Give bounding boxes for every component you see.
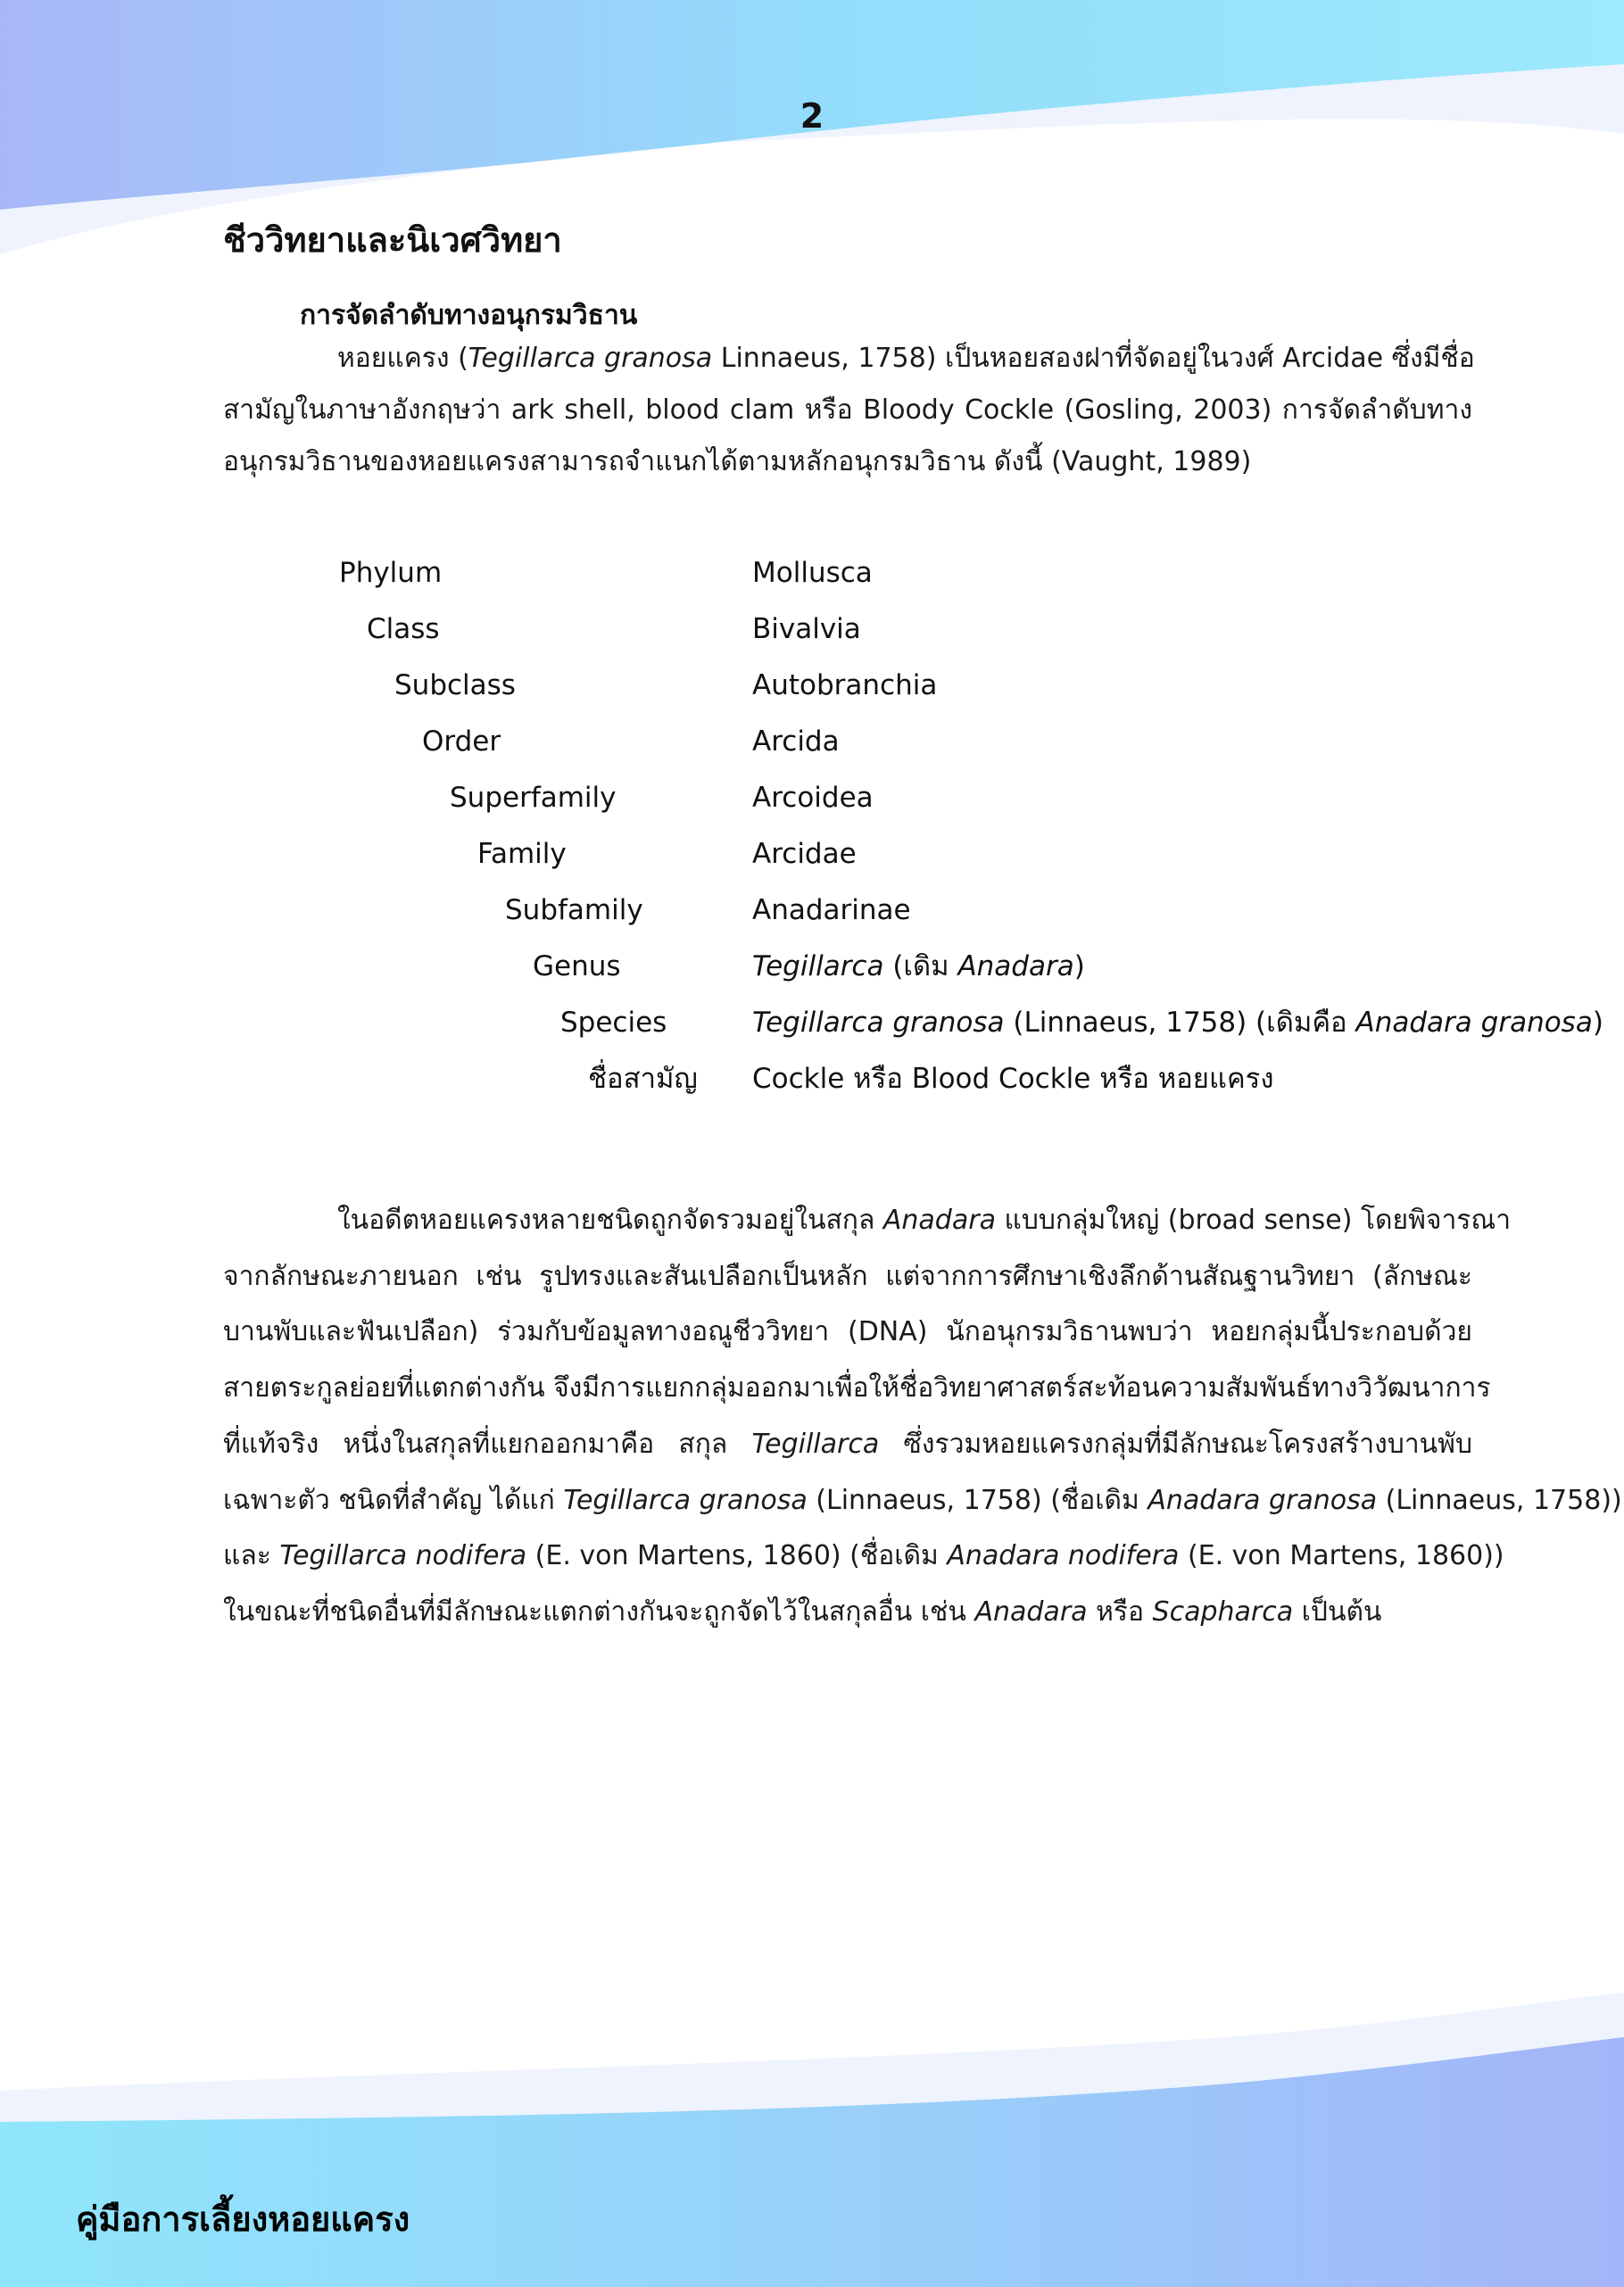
taxonomy-rank: Phylum (339, 557, 443, 589)
taxonomy-value (752, 1003, 1603, 1042)
taxonomy-value (752, 947, 1085, 986)
taxonomy-rank: Species (560, 1007, 667, 1039)
taxonomy-value (752, 609, 861, 649)
taxonomy-rank: Subfamily (505, 894, 643, 926)
paragraph-line (337, 1203, 1512, 1239)
text-run: สายตระกูลย่อยที่แตกต่างกัน จึงมีการแยกกลุ่มออกมาเพื่อให้ชื่อวิทยาศาสตร์สะท้อนความสัมพันธ์ทางวิวัฒนาการ (223, 1372, 1491, 1405)
taxonomy-row (0, 891, 1624, 930)
scientific-name: Tegillarca (752, 950, 884, 982)
text-run: ในขณะที่ชนิดอื่นที่มีลักษณะแตกต่างกันจะถูกจัดไว้ในสกุลอื่น เช่น (223, 1595, 975, 1628)
text-run: (Linnaeus, 1758) (เดิมคือ (1004, 1007, 1356, 1039)
scientific-name: Scapharca (1152, 1595, 1294, 1628)
scientific-name: Tegillarca granosa (468, 343, 713, 374)
text-run: Arcoidea (752, 782, 874, 814)
text-run: สามัญในภาษาอังกฤษว่า ark shell, blood clam หรือ Bloody Cockle (Gosling, 2003) การจัดลำดับทาง (223, 394, 1472, 426)
taxonomy-row (0, 666, 1624, 705)
section-title: ชีววิทยาและนิเวศวิทยา (223, 220, 562, 260)
paragraph-line (223, 1371, 1491, 1406)
text-run: เป็นต้น (1293, 1595, 1382, 1628)
taxonomy-table (0, 553, 1624, 1106)
paragraph-line (223, 1538, 1504, 1574)
paragraph-line (223, 1595, 1472, 1630)
text-run: Bivalvia (752, 613, 861, 645)
scientific-name: Tegillarca (751, 1428, 880, 1460)
text-run: ในอดีตหอยแครงหลายชนิดถูกจัดรวมอยู่ในสกุล (337, 1205, 883, 1236)
paragraph-line (223, 393, 1472, 428)
text-run: ) (1073, 950, 1085, 982)
scientific-name: Anadara granosa (1355, 1007, 1593, 1039)
taxonomy-row (0, 834, 1624, 874)
text-run: หอยแครง ( (337, 343, 468, 374)
taxonomy-value (752, 891, 911, 930)
taxonomy-rank: Superfamily (450, 782, 617, 814)
taxonomy-row (0, 1003, 1624, 1042)
scientific-name: Tegillarca granosa (563, 1484, 808, 1516)
paragraph-line (337, 341, 1475, 377)
taxonomy-row (0, 1059, 1624, 1098)
text-run: Autobranchia (752, 669, 938, 701)
intro-paragraph (223, 341, 1475, 501)
text-run: (Linnaeus, 1758)) (1377, 1484, 1622, 1516)
text-run: และ (223, 1540, 280, 1572)
scientific-name: Anadara granosa (1148, 1484, 1378, 1516)
taxonomy-value (752, 834, 857, 874)
scientific-name: Anadara (882, 1205, 996, 1236)
taxonomy-rank: Class (367, 613, 440, 645)
taxonomy-row (0, 553, 1624, 592)
text-run: (E. von Martens, 1860)) (1179, 1540, 1504, 1572)
taxonomy-row (0, 609, 1624, 649)
taxonomy-value (752, 778, 874, 817)
taxonomy-rank: Genus (533, 950, 621, 982)
scientific-name: Anadara (957, 950, 1074, 982)
text-run: หรือ (1087, 1595, 1153, 1628)
scientific-name: Tegillarca nodifera (279, 1540, 527, 1572)
text-run: ที่แท้จริง หนึ่งในสกุลที่แยกออกมาคือ สกุล (223, 1428, 752, 1460)
taxonomy-row (0, 722, 1624, 761)
taxonomy-rank: ชื่อสามัญ (588, 1063, 698, 1095)
footer-title: คู่มือการเลี้ยงหอยแครง (76, 2200, 410, 2239)
paragraph-line (223, 1427, 1472, 1463)
taxonomy-rank: Family (477, 838, 567, 870)
taxonomy-value (752, 722, 840, 761)
taxonomy-row (0, 778, 1624, 817)
text-run: ซึ่งรวมหอยแครงกลุ่มที่มีลักษณะโครงสร้างบานพับ (879, 1428, 1472, 1460)
paragraph-line (223, 1483, 1622, 1519)
taxonomy-value (752, 1059, 1273, 1098)
text-run: ) (1592, 1007, 1603, 1039)
taxonomy-row (0, 947, 1624, 986)
text-run: Anadarinae (752, 894, 911, 926)
taxonomy-rank: Subclass (394, 669, 516, 701)
scientific-name: Tegillarca granosa (752, 1007, 1005, 1039)
text-run: แบบกลุ่มใหญ่ (broad sense) โดยพิจารณา (995, 1205, 1512, 1236)
text-run: (เดิม (883, 950, 958, 982)
page-number: 2 (800, 96, 824, 136)
scientific-name: Anadara nodifera (947, 1540, 1180, 1572)
paragraph-line (223, 1259, 1472, 1295)
text-run: (Linnaeus, 1758) (ชื่อเดิม (807, 1484, 1148, 1516)
paragraph-line (223, 444, 1472, 480)
taxonomy-value (752, 553, 873, 592)
paragraph-line (223, 1314, 1472, 1350)
scientific-name: Anadara (974, 1595, 1088, 1628)
taxonomy-rank: Order (422, 725, 501, 758)
text-run: บานพับและฟันเปลือก) ร่วมกับข้อมูลทางอณูชีววิทยา (DNA) นักอนุกรมวิธานพบว่า หอยกลุ่มนี้ประกอบด้วย (223, 1316, 1472, 1348)
taxonomy-value (752, 666, 937, 705)
text-run: (E. von Martens, 1860) (ชื่อเดิม (526, 1540, 948, 1572)
text-run: อนุกรมวิธานของหอยแครงสามารถจำแนกได้ตามหลักอนุกรมวิธาน ดังนี้ (Vaught, 1989) (223, 446, 1252, 477)
text-run: Arcidae (752, 838, 857, 870)
text-run: Cockle หรือ Blood Cockle หรือ หอยแครง (752, 1063, 1274, 1095)
text-run: เฉพาะตัว ชนิดที่สำคัญ ได้แก่ (223, 1484, 564, 1516)
subsection-title: การจัดลำดับทางอนุกรมวิธาน (300, 300, 638, 331)
history-paragraph (223, 1203, 1622, 1649)
text-run: Linnaeus, 1758) เป็นหอยสองฝาที่จัดอยู่ในวงศ์ Arcidae ซึ่งมีชื่อ (712, 343, 1475, 374)
text-run: จากลักษณะภายนอก เช่น รูปทรงและสันเปลือกเป็นหลัก แต่จากการศึกษาเชิงลึกด้านสัณฐานวิทยา (ลักษณะ (223, 1260, 1472, 1292)
bottom-wave-decoration (0, 1993, 1624, 2287)
text-run: Mollusca (752, 557, 873, 589)
text-run: Arcida (752, 725, 840, 758)
